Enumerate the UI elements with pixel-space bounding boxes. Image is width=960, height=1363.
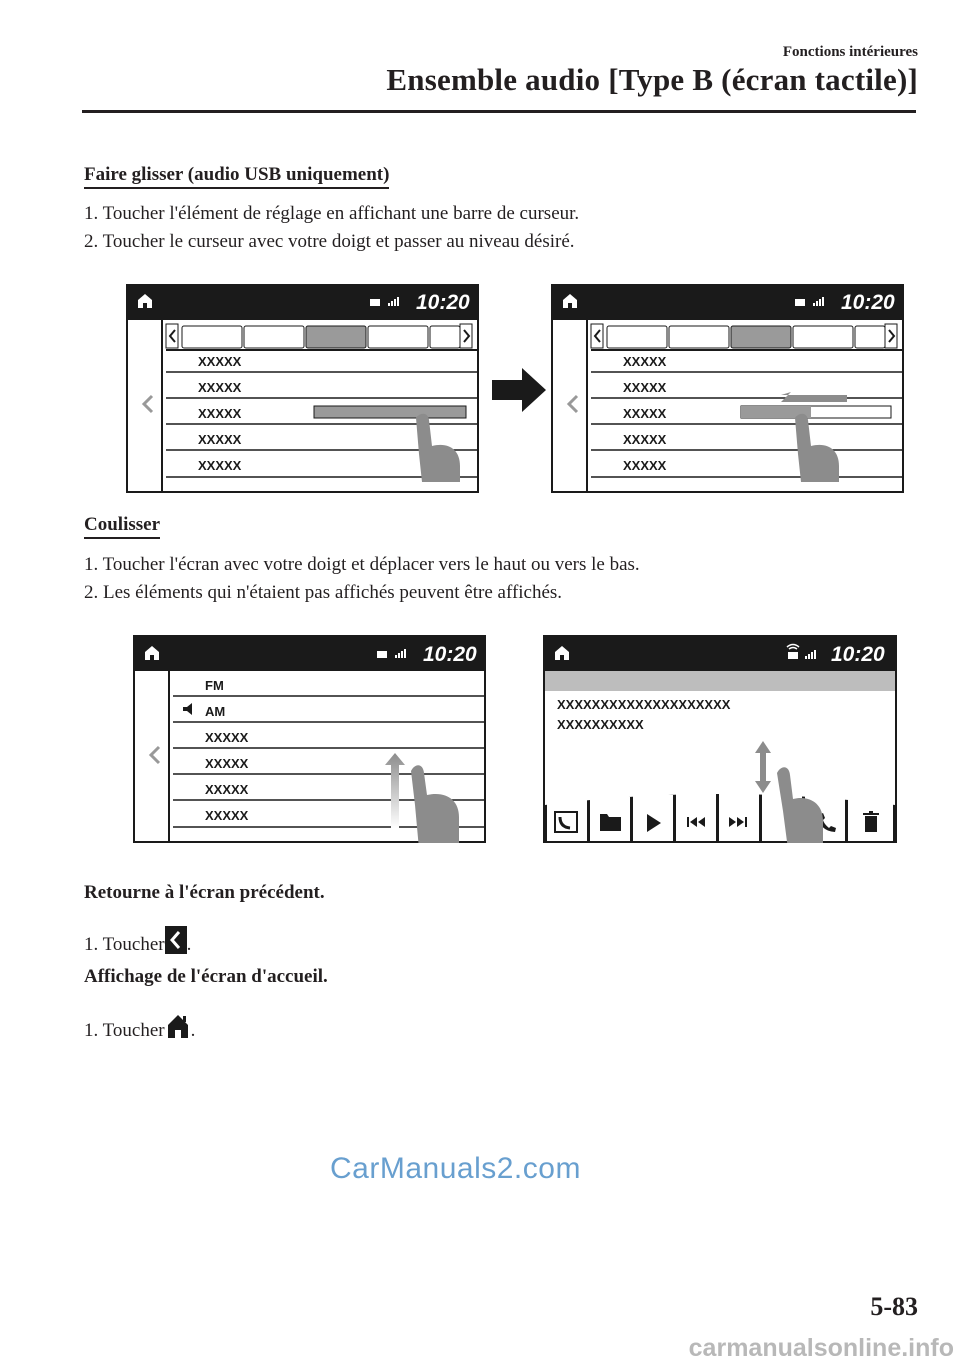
screen-slider-after — [551, 284, 904, 493]
battery-icon — [370, 299, 380, 306]
tab-bar — [166, 324, 472, 348]
list-item-fm: FM — [205, 678, 224, 693]
step-scroll-2: 2. Les éléments qui n'étaient pas affichés peuvent être affichés. — [84, 582, 563, 603]
footer-watermark: carmanualsonline.info — [688, 1334, 954, 1362]
header-rule — [82, 110, 916, 113]
step-back — [84, 926, 191, 956]
track-line-1: XXXXXXXXXXXXXXXXXXXX — [557, 697, 731, 712]
step-home-prefix: 1. Toucher — [84, 1020, 165, 1041]
list-item: XXXXX — [623, 406, 667, 421]
list-item-am: AM — [205, 704, 226, 719]
step-back-prefix: 1. Toucher — [84, 934, 165, 955]
list-item: XXXXX — [623, 458, 667, 473]
clock: 10:20 — [831, 643, 885, 666]
list-item: XXXXX — [205, 782, 249, 797]
list-item: XXXXX — [198, 432, 242, 447]
screen-slider-before — [126, 284, 479, 493]
page-title: Ensemble audio [Type B (écran tactile)] — [386, 62, 918, 97]
section-title-scroll: Coulisser — [84, 514, 160, 539]
trash-icon — [863, 811, 879, 832]
list-item: XXXXX — [205, 730, 249, 745]
list-item: XXXXX — [198, 354, 242, 369]
list-item: XXXXX — [623, 354, 667, 369]
watermark-text: CarManuals2.com — [330, 1152, 581, 1185]
battery-icon — [795, 299, 805, 306]
screen-scroll-list — [133, 635, 486, 843]
track-line-2: XXXXXXXXXX — [557, 717, 644, 732]
step-home — [84, 1012, 195, 1042]
section-title-drag: Faire glisser (audio USB uniquement) — [84, 164, 389, 189]
list-item: XXXXX — [198, 406, 242, 421]
step-home-suffix: . — [190, 1020, 196, 1041]
list-item: XXXXX — [198, 458, 242, 473]
home-icon — [165, 1012, 191, 1040]
screen-scroll-player — [543, 635, 897, 843]
page-number: 5-83 — [870, 1292, 918, 1321]
arrow-right-icon — [492, 366, 548, 414]
list-item: XXXXX — [623, 432, 667, 447]
clock: 10:20 — [423, 643, 477, 666]
slider-bar — [314, 406, 466, 418]
step-scroll-1: 1. Toucher l'écran avec votre doigt et déplacer vers le haut ou vers le bas. — [84, 554, 640, 575]
clock: 10:20 — [841, 291, 895, 314]
section-title-home: Affichage de l'écran d'accueil. — [84, 966, 328, 987]
step-drag-1: 1. Toucher l'élément de réglage en affichant une barre de curseur. — [84, 203, 580, 224]
list-item: XXXXX — [623, 380, 667, 395]
step-drag-2: 2. Toucher le curseur avec votre doigt et passer au niveau désiré. — [84, 231, 575, 252]
section-title-back: Retourne à l'écran précédent. — [84, 882, 325, 903]
back-icon — [165, 926, 187, 954]
list-item: XXXXX — [205, 756, 249, 771]
list-item: XXXXX — [198, 380, 242, 395]
tab-bar — [591, 324, 897, 348]
chapter-label: Fonctions intérieures — [782, 44, 918, 60]
clock: 10:20 — [416, 291, 470, 314]
battery-icon — [377, 651, 387, 658]
battery-icon — [788, 652, 798, 659]
list-item: XXXXX — [205, 808, 249, 823]
step-back-suffix: . — [186, 934, 192, 955]
